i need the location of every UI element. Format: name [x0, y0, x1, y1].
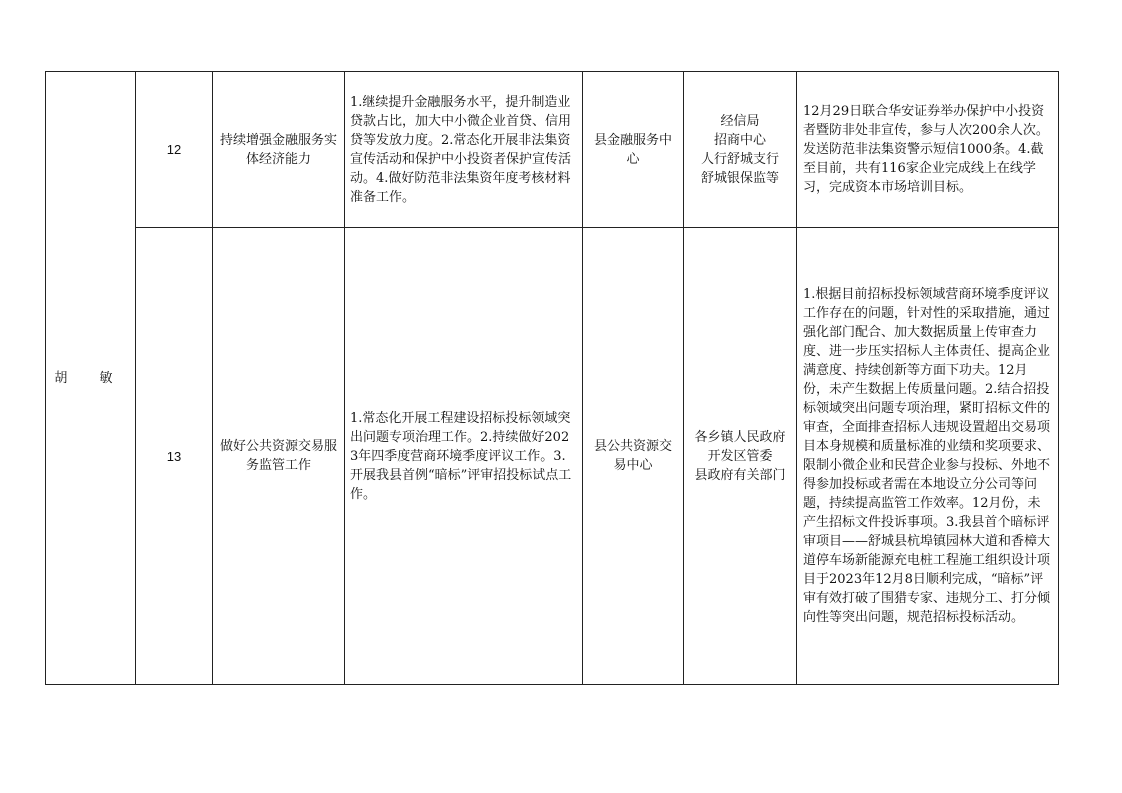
task-measures: 1.常态化开展工程建设招标投标领域突出问题专项治理工作。2.持续做好2023年四季度营商环境季度评议工作。3.开展我县首例“暗标”评审招投标试点工作。	[345, 228, 583, 685]
partner-units: 经信局 招商中心 人行舒城支行 舒城银保监等	[684, 72, 797, 228]
progress-status: 12月29日联合华安证券举办保护中小投资者暨防非处非宣传，参与人次200余人次。发送防范非法集资警示短信1000条。4.截至目前，共有116家企业完成线上在线学习，完成资本市场培训目标。	[797, 72, 1059, 228]
progress-status: 1.根据目前招标投标领域营商环境季度评议工作存在的问题，针对性的采取措施，通过强化部门配合、加大数据质量上传审查力度、进一步压实招标人主体责任、提高企业满意度、持续创新等方面下功夫。12月份，未产生数据上传质量问题。2.结合招投标领域突出问题专项治理，紧盯招标文件的审查，全面排查招标人违规设置超出交易项目本身规模和质量标准的业绩和奖项要求、限制小微企业和民营企业参与投标、外地不得参加投标或者需在本地设立分公司等问题，持续提高监管工作效率。12月份，未产生招标文件投诉事项。3.我县首个暗标评审项目——舒城县杭埠镇园林大道和香樟大道停车场新能源充电桩工程施工组织设计项目于2023年12月8日顺利完成，“暗标”评审有效打破了围猎专家、违规分工、打分倾向性等突出问题，规范招标投标活动。	[797, 228, 1059, 685]
item-number: 13	[136, 228, 213, 685]
table-row	[46, 228, 1059, 685]
table-row	[46, 72, 1059, 228]
task-measures: 1.继续提升金融服务水平，提升制造业贷款占比，加大中小微企业首贷、信用贷等发放力度。2.常态化开展非法集资宣传活动和保护中小投资者保护宣传活动。4.做好防范非法集资年度考核材料准备工作。	[345, 72, 583, 228]
task-name: 持续增强金融服务实体经济能力	[213, 72, 345, 228]
lead-unit: 县公共资源交易中心	[583, 228, 684, 685]
lead-unit: 县金融服务中心	[583, 72, 684, 228]
responsible-person: 胡 敏	[46, 72, 136, 685]
partner-units: 各乡镇人民政府 开发区管委 县政府有关部门	[684, 228, 797, 685]
item-number: 12	[136, 72, 213, 228]
work-progress-table	[45, 71, 1059, 685]
task-name: 做好公共资源交易服务监管工作	[213, 228, 345, 685]
